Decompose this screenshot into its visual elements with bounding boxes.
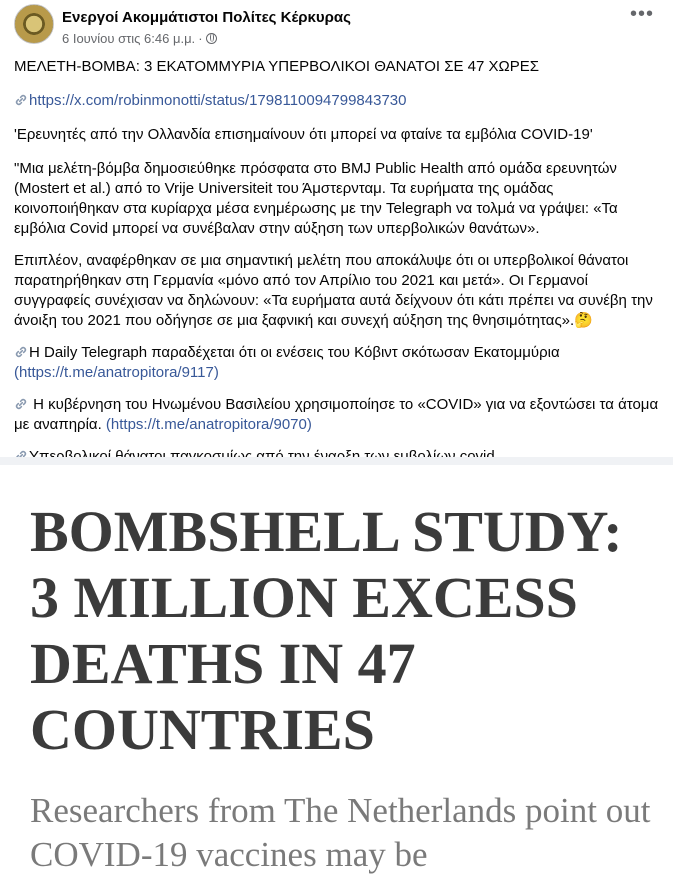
- post-paragraph: [14, 343, 662, 383]
- post-meta: [62, 31, 217, 46]
- post-timestamp[interactable]: 6 Ιουνίου στις 6:46 μ.μ.: [62, 31, 196, 46]
- more-options-button[interactable]: •••: [629, 3, 654, 25]
- twitter-link[interactable]: https://x.com/robinmonotti/status/1798110094799843730: [29, 92, 407, 109]
- post-paragraph: [14, 395, 662, 435]
- post-paragraph: [14, 91, 662, 111]
- thinking-emoji-icon: 🤔: [574, 312, 593, 329]
- post-paragraph: 'Ερευνητές από την Ολλανδία επισημαίνουν ότι μπορεί να φταίνε τα εμβόλια COVID-19': [14, 126, 593, 143]
- page-name-link[interactable]: Ενεργοί Ακομμάτιστοι Πολίτες Κέρκυρας: [62, 9, 351, 26]
- paragraph-text: Η Daily Telegraph παραδέχεται ότι οι ενέσεις του Κόβιντ σκότωσαν Εκατομμύρια: [29, 344, 560, 361]
- post-header: [14, 4, 659, 48]
- link-icon: [14, 397, 28, 411]
- image-headline: BOMBSHELL STUDY: 3 MILLION EXCESS DEATHS IN 47 COUNTRIES: [30, 499, 623, 762]
- page-avatar[interactable]: [14, 4, 54, 44]
- telegram-link[interactable]: (https://t.me/anatropitora/9070): [105, 416, 312, 433]
- post-paragraph: [14, 251, 662, 331]
- image-subheadline: Researchers from The Netherlands point out COVID-19 vaccines may be: [30, 791, 651, 874]
- meta-separator: ·: [198, 31, 203, 46]
- globe-icon[interactable]: [206, 33, 217, 44]
- post-paragraph: "Μια μελέτη-βόμβα δημοσιεύθηκε πρόσφατα στο BMJ Public Health από ομάδα ερευνητών (Mostert et al.) από το Vrije Universiteit του Άμστερνταμ. Τα ευρήματα της ομάδας κοινοποιήθηκαν στα κυρίαρχα μέσα ενημέρωσης με την Telegraph να τολμά να γράψει: «Τα εμβόλια Covid μπορεί να συνέβαλαν στην αύξηση των υπερβολικών θανάτων».: [14, 160, 618, 237]
- paragraph-text: Η κυβέρνηση του Ηνωμένου Βασιλείου χρησιμοποίησε το «COVID» για να εξοντώσει τα άτομα με αναπηρία.: [14, 396, 659, 433]
- paragraph-text: Επιπλέον, αναφέρθηκαν σε μια σημαντική μελέτη που αποκάλυψε ότι οι υπερβολικοί θάνατοι παρατηρήθηκαν στη Γερμανία «μόνο από τον Απρίλιο του 2021 και μετά». Οι Γερμανοί συγγραφείς συνέχισαν να δηλώνουν: «Τα ευρήματα αυτά δείχνουν ότι κάτι πρέπει να συνέβη την άνοιξη του 2021 που οδήγησε σε μια ξαφνική και συνεχή αύξηση της θνησιμότητας».: [14, 252, 653, 329]
- telegram-link[interactable]: (https://t.me/anatropitora/9117): [14, 364, 219, 381]
- post-paragraph: ΜΕΛΕΤΗ-ΒΟΜΒΑ: 3 ΕΚΑΤΟΜΜΥΡΙΑ ΥΠΕΡΒΟΛΙΚΟΙ ΘΑΝΑΤΟΙ ΣΕ 47 ΧΩΡΕΣ: [14, 58, 540, 75]
- link-icon: [14, 93, 28, 107]
- post-body: [14, 57, 662, 499]
- post-image[interactable]: [0, 465, 673, 881]
- image-divider: [0, 457, 673, 465]
- link-icon: [14, 345, 28, 359]
